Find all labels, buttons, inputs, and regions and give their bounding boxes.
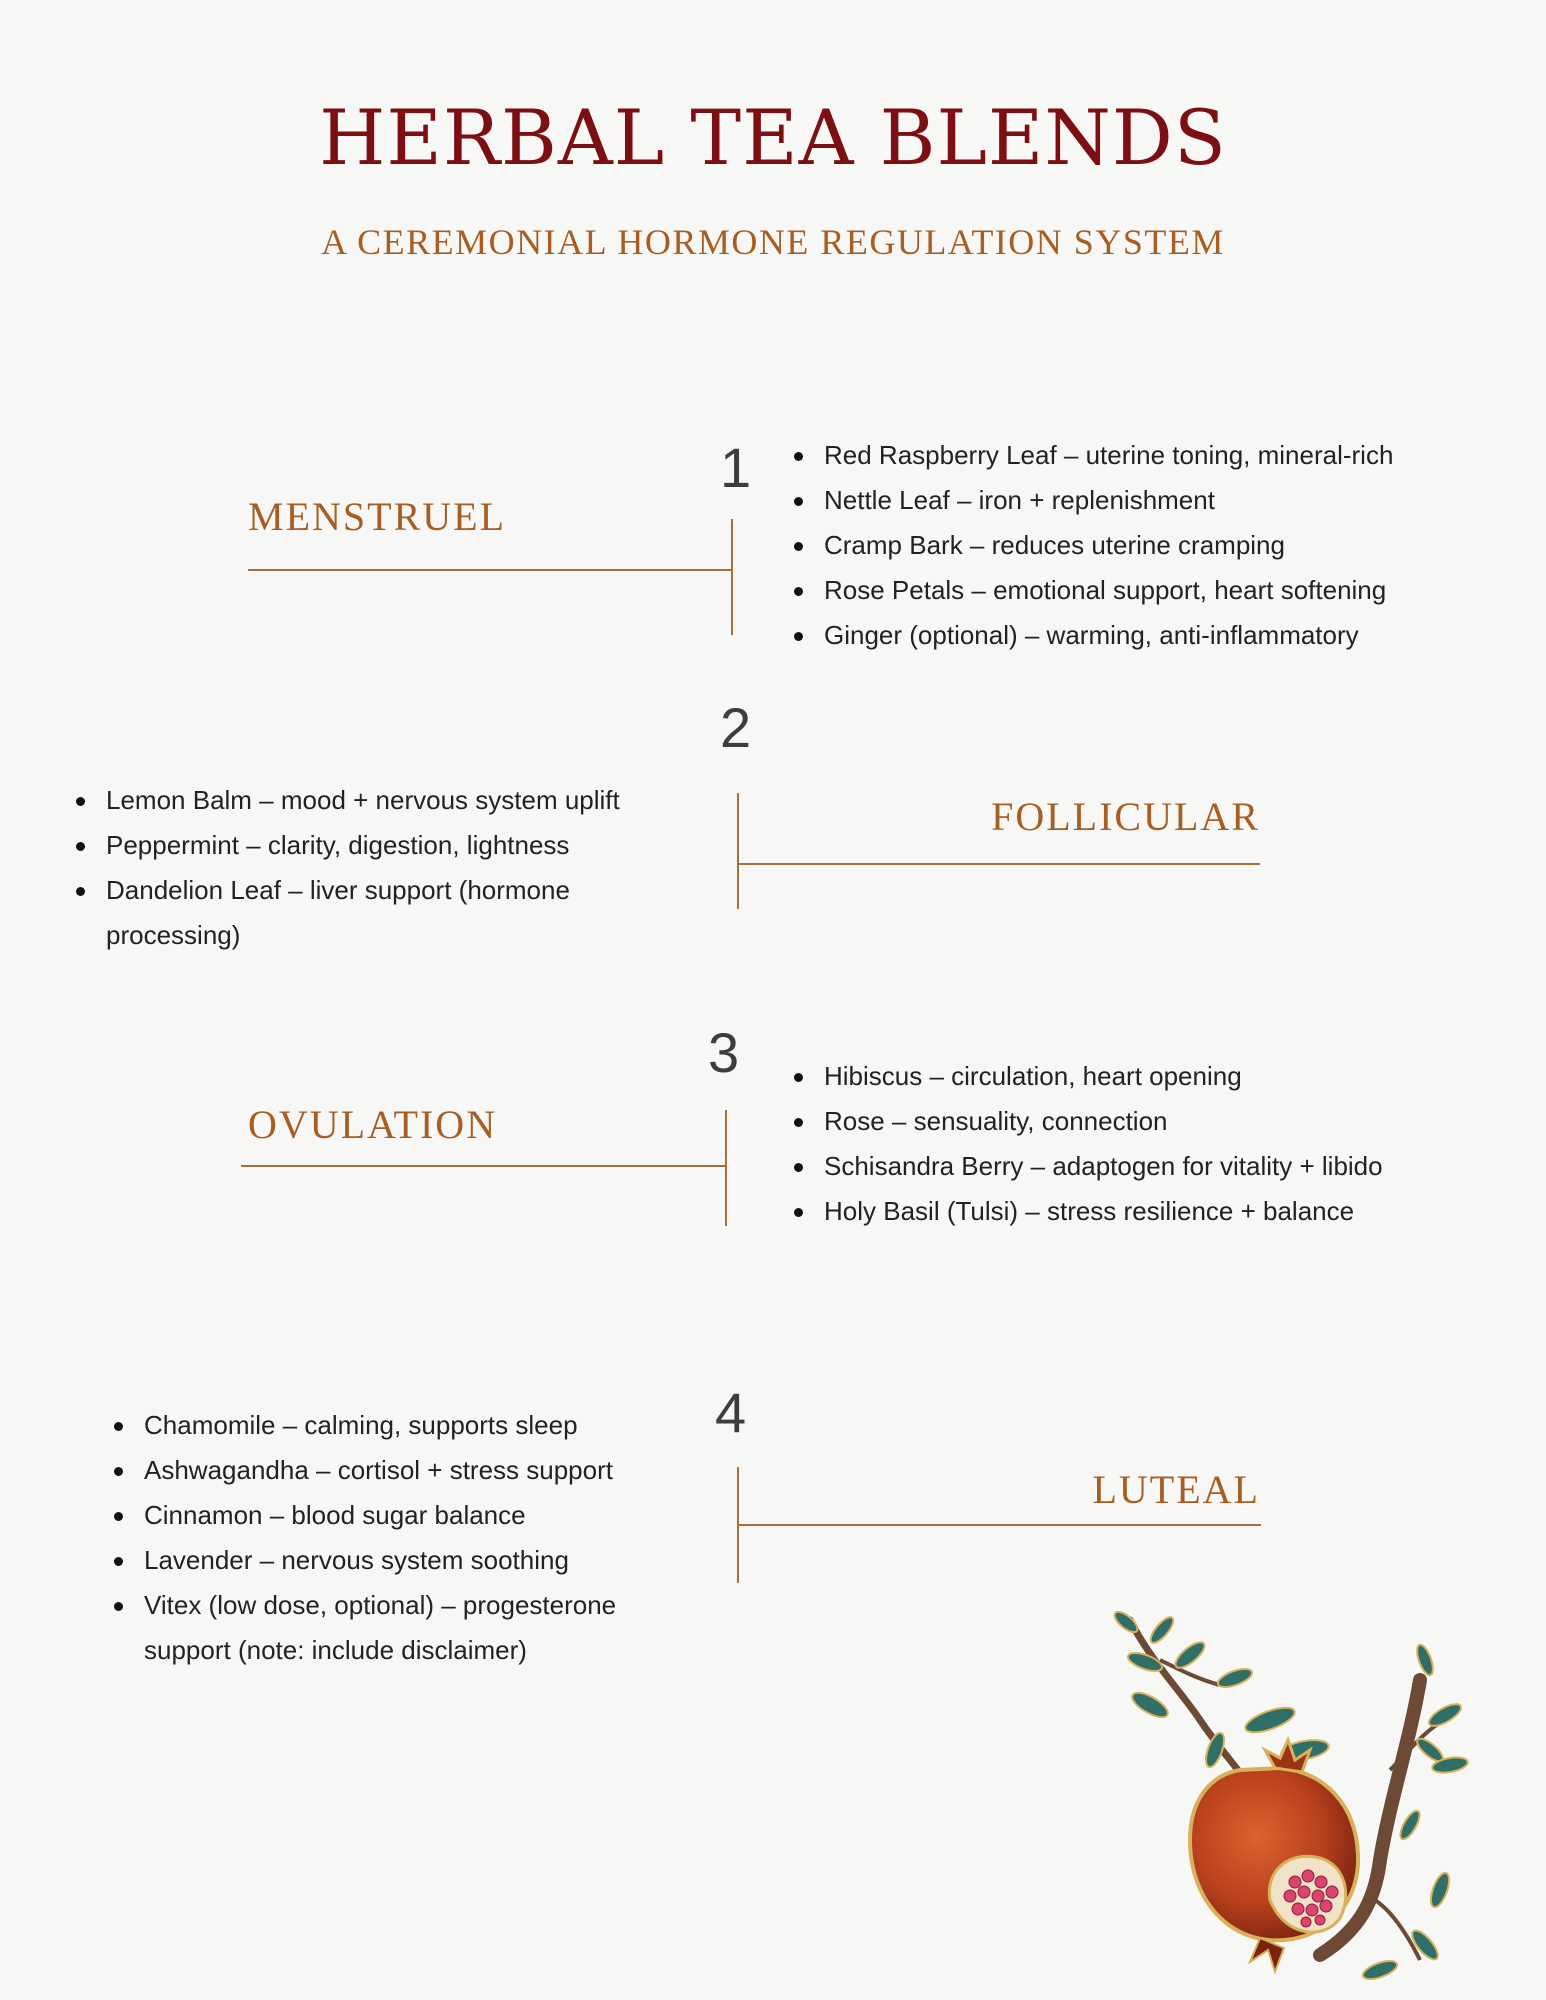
phase-divider-line xyxy=(731,519,733,635)
phase-divider-line xyxy=(738,1524,1261,1526)
phase-divider-line xyxy=(241,1165,727,1167)
list-item: Dandelion Leaf – liver support (hormone processing) xyxy=(72,868,662,958)
phase-number: 2 xyxy=(720,696,752,759)
phase-divider-line xyxy=(737,863,1260,865)
phase-divider-line xyxy=(248,569,733,571)
list-item: Hibiscus – circulation, heart opening xyxy=(790,1054,1430,1099)
phase-divider-line xyxy=(737,1467,739,1583)
phase-title-ovulation: OVULATION xyxy=(248,1102,498,1147)
list-item: Holy Basil (Tulsi) – stress resilience + balance xyxy=(790,1189,1430,1234)
page-subtitle: A CEREMONIAL HORMONE REGULATION SYSTEM xyxy=(321,222,1225,262)
herb-list-ovulation xyxy=(790,1054,1430,1234)
list-item: Red Raspberry Leaf – uterine toning, mineral-rich xyxy=(790,433,1430,478)
phase-divider-line xyxy=(725,1110,727,1226)
phase-number: 1 xyxy=(720,436,752,499)
list-item: Cramp Bark – reduces uterine cramping xyxy=(790,523,1430,568)
list-item: Chamomile – calming, supports sleep xyxy=(110,1403,670,1448)
pomegranate-branch-icon xyxy=(1090,1600,1490,2000)
list-item: Ginger (optional) – warming, anti-inflammatory xyxy=(790,613,1430,658)
list-item: Nettle Leaf – iron + replenishment xyxy=(790,478,1430,523)
list-item: Vitex (low dose, optional) – progesterone support (note: include disclaimer) xyxy=(110,1583,670,1673)
list-item: Cinnamon – blood sugar balance xyxy=(110,1493,670,1538)
list-item: Rose – sensuality, connection xyxy=(790,1099,1430,1144)
list-item: Lemon Balm – mood + nervous system uplift xyxy=(72,778,662,823)
herb-list-menstruel xyxy=(790,433,1430,658)
list-item: Ashwagandha – cortisol + stress support xyxy=(110,1448,670,1493)
list-item: Rose Petals – emotional support, heart softening xyxy=(790,568,1430,613)
page-title: HERBAL TEA BLENDS xyxy=(319,93,1227,182)
phase-title-follicular: FOLLICULAR xyxy=(991,794,1260,839)
phase-number: 3 xyxy=(708,1021,740,1084)
list-item: Peppermint – clarity, digestion, lightness xyxy=(72,823,662,868)
phase-divider-line xyxy=(737,793,739,909)
herb-list-luteal xyxy=(110,1403,670,1673)
list-item: Lavender – nervous system soothing xyxy=(110,1538,670,1583)
phase-title-luteal: LUTEAL xyxy=(1092,1467,1260,1512)
phase-number: 4 xyxy=(715,1381,747,1444)
list-item: Schisandra Berry – adaptogen for vitality + libido xyxy=(790,1144,1430,1189)
phase-title-menstruel: MENSTRUEL xyxy=(248,494,506,539)
herb-list-follicular xyxy=(72,778,662,958)
